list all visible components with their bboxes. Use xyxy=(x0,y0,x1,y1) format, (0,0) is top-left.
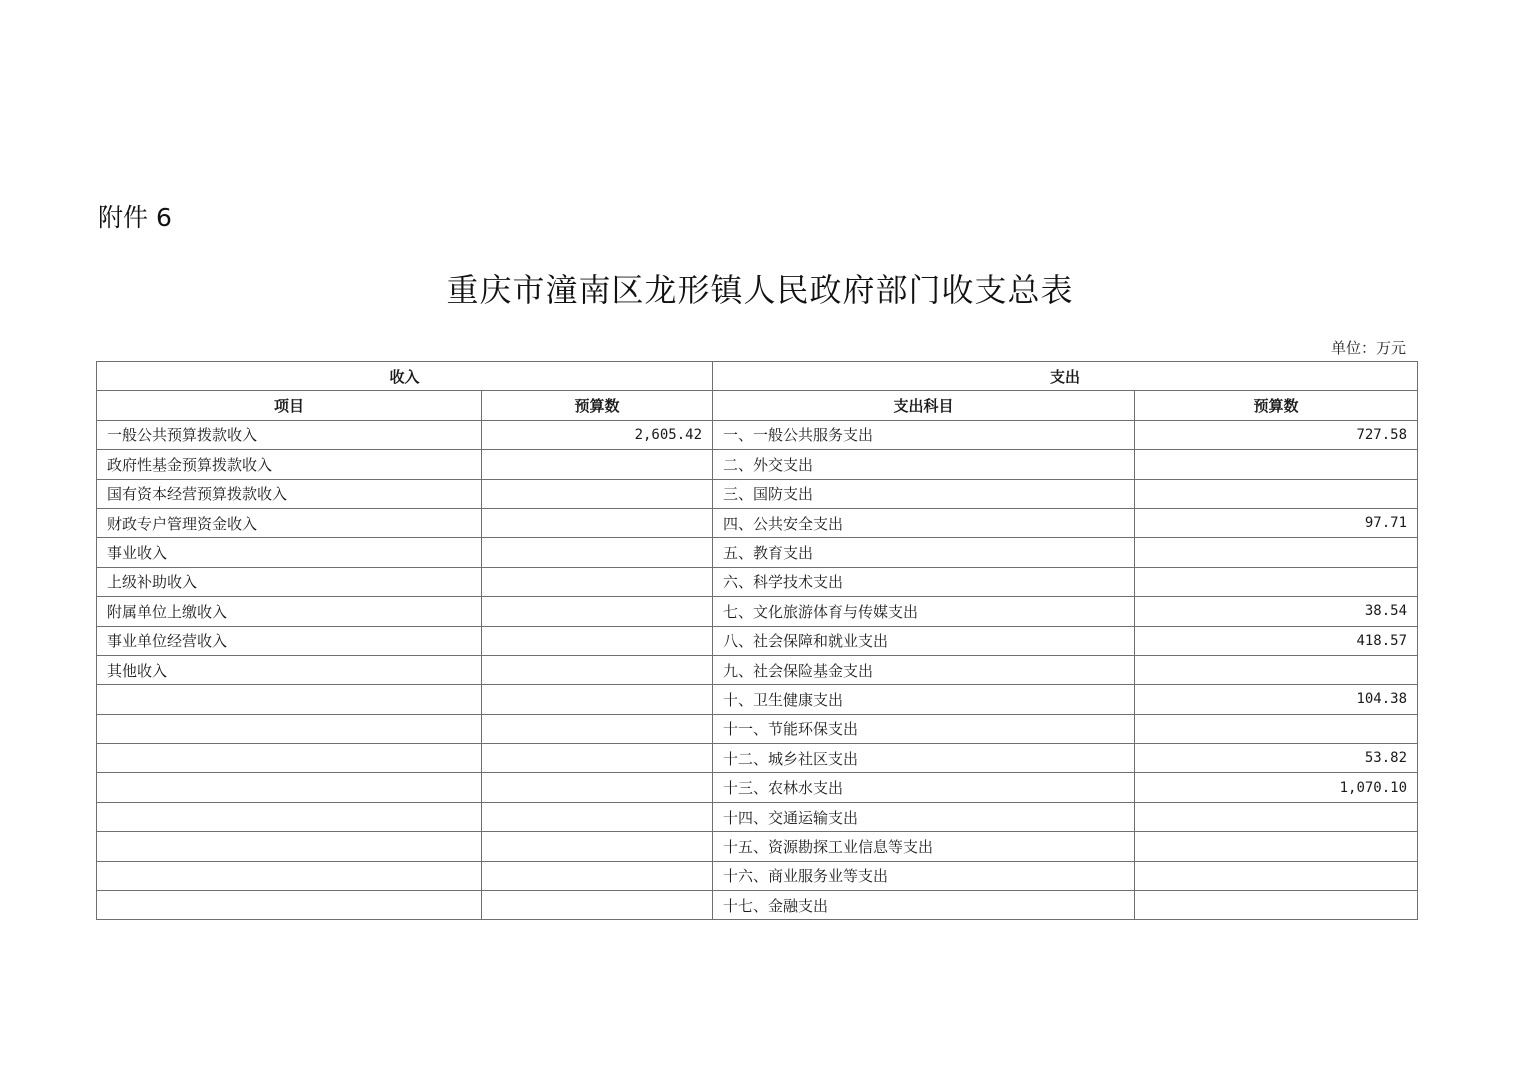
table-row xyxy=(97,450,1418,479)
income-item-cell: 政府性基金预算拨款收入 xyxy=(97,450,482,479)
table-row xyxy=(97,420,1418,449)
income-budget-cell xyxy=(482,508,713,537)
expense-item-cell: 五、教育支出 xyxy=(713,538,1135,567)
expense-item-cell: 七、文化旅游体育与传媒支出 xyxy=(713,597,1135,626)
table-row xyxy=(97,567,1418,596)
expense-budget-cell: 418.57 xyxy=(1135,626,1418,655)
income-item-cell: 其他收入 xyxy=(97,655,482,684)
income-budget-cell xyxy=(482,567,713,596)
income-budget-cell xyxy=(482,891,713,920)
expense-group-header: 支出 xyxy=(713,362,1418,391)
income-item-cell xyxy=(97,861,482,890)
income-item-cell: 事业收入 xyxy=(97,538,482,567)
table-row xyxy=(97,626,1418,655)
expense-budget-cell: 38.54 xyxy=(1135,597,1418,626)
attachment-label: 附件 6 xyxy=(98,203,172,232)
expense-item-cell: 十、卫生健康支出 xyxy=(713,685,1135,714)
expense-budget-cell xyxy=(1135,655,1418,684)
income-item-cell: 事业单位经营收入 xyxy=(97,626,482,655)
income-item-cell xyxy=(97,685,482,714)
expense-budget-cell: 104.38 xyxy=(1135,685,1418,714)
income-budget-cell xyxy=(482,626,713,655)
expense-budget-cell xyxy=(1135,832,1418,861)
expense-item-cell: 十一、节能环保支出 xyxy=(713,714,1135,743)
document-title: 重庆市潼南区龙形镇人民政府部门收支总表 xyxy=(446,271,1074,309)
expense-budget-cell xyxy=(1135,891,1418,920)
table-row xyxy=(97,655,1418,684)
column-header-row xyxy=(97,391,1418,420)
table-row xyxy=(97,685,1418,714)
income-budget-cell xyxy=(482,655,713,684)
table-row xyxy=(97,714,1418,743)
expense-budget-cell xyxy=(1135,479,1418,508)
expense-budget-cell xyxy=(1135,450,1418,479)
income-budget-cell xyxy=(482,479,713,508)
income-item-cell xyxy=(97,802,482,831)
income-budget-cell xyxy=(482,685,713,714)
expense-item-cell: 十四、交通运输支出 xyxy=(713,802,1135,831)
table-row xyxy=(97,744,1418,773)
income-item-header: 项目 xyxy=(97,391,482,420)
income-budget-cell: 2,605.42 xyxy=(482,420,713,449)
income-budget-header: 预算数 xyxy=(482,391,713,420)
income-item-cell: 一般公共预算拨款收入 xyxy=(97,420,482,449)
table-row xyxy=(97,508,1418,537)
table-row xyxy=(97,832,1418,861)
income-group-header: 收入 xyxy=(97,362,713,391)
income-budget-cell xyxy=(482,597,713,626)
expense-item-cell: 二、外交支出 xyxy=(713,450,1135,479)
expense-item-cell: 六、科学技术支出 xyxy=(713,567,1135,596)
table-row xyxy=(97,861,1418,890)
table-row xyxy=(97,597,1418,626)
income-budget-cell xyxy=(482,450,713,479)
income-item-cell xyxy=(97,744,482,773)
table-row xyxy=(97,802,1418,831)
expense-item-cell: 十二、城乡社区支出 xyxy=(713,744,1135,773)
expense-budget-cell xyxy=(1135,538,1418,567)
income-item-cell xyxy=(97,773,482,802)
expense-budget-cell xyxy=(1135,714,1418,743)
income-budget-cell xyxy=(482,538,713,567)
expense-item-cell: 九、社会保险基金支出 xyxy=(713,655,1135,684)
table-row xyxy=(97,773,1418,802)
budget-summary-table xyxy=(96,361,1418,920)
income-item-cell: 上级补助收入 xyxy=(97,567,482,596)
expense-budget-cell xyxy=(1135,861,1418,890)
income-item-cell: 附属单位上缴收入 xyxy=(97,597,482,626)
expense-budget-cell: 727.58 xyxy=(1135,420,1418,449)
income-budget-cell xyxy=(482,714,713,743)
income-budget-cell xyxy=(482,773,713,802)
expense-item-cell: 十三、农林水支出 xyxy=(713,773,1135,802)
expense-item-cell: 十七、金融支出 xyxy=(713,891,1135,920)
expense-item-cell: 四、公共安全支出 xyxy=(713,508,1135,537)
income-item-cell xyxy=(97,714,482,743)
expense-budget-cell: 1,070.10 xyxy=(1135,773,1418,802)
expense-budget-cell: 53.82 xyxy=(1135,744,1418,773)
expense-item-cell: 一、一般公共服务支出 xyxy=(713,420,1135,449)
income-item-cell xyxy=(97,891,482,920)
expense-item-header: 支出科目 xyxy=(713,391,1135,420)
expense-item-cell: 十五、资源勘探工业信息等支出 xyxy=(713,832,1135,861)
table-row xyxy=(97,891,1418,920)
income-item-cell: 国有资本经营预算拨款收入 xyxy=(97,479,482,508)
income-item-cell xyxy=(97,832,482,861)
expense-budget-cell: 97.71 xyxy=(1135,508,1418,537)
expense-budget-cell xyxy=(1135,802,1418,831)
income-budget-cell xyxy=(482,802,713,831)
table-body xyxy=(97,420,1418,920)
table-row xyxy=(97,479,1418,508)
expense-item-cell: 三、国防支出 xyxy=(713,479,1135,508)
income-budget-cell xyxy=(482,861,713,890)
income-budget-cell xyxy=(482,744,713,773)
income-item-cell: 财政专户管理资金收入 xyxy=(97,508,482,537)
group-header-row xyxy=(97,362,1418,391)
unit-label: 单位：万元 xyxy=(1330,339,1406,357)
expense-budget-cell xyxy=(1135,567,1418,596)
expense-item-cell: 八、社会保障和就业支出 xyxy=(713,626,1135,655)
expense-item-cell: 十六、商业服务业等支出 xyxy=(713,861,1135,890)
table-row xyxy=(97,538,1418,567)
expense-budget-header: 预算数 xyxy=(1135,391,1418,420)
income-budget-cell xyxy=(482,832,713,861)
